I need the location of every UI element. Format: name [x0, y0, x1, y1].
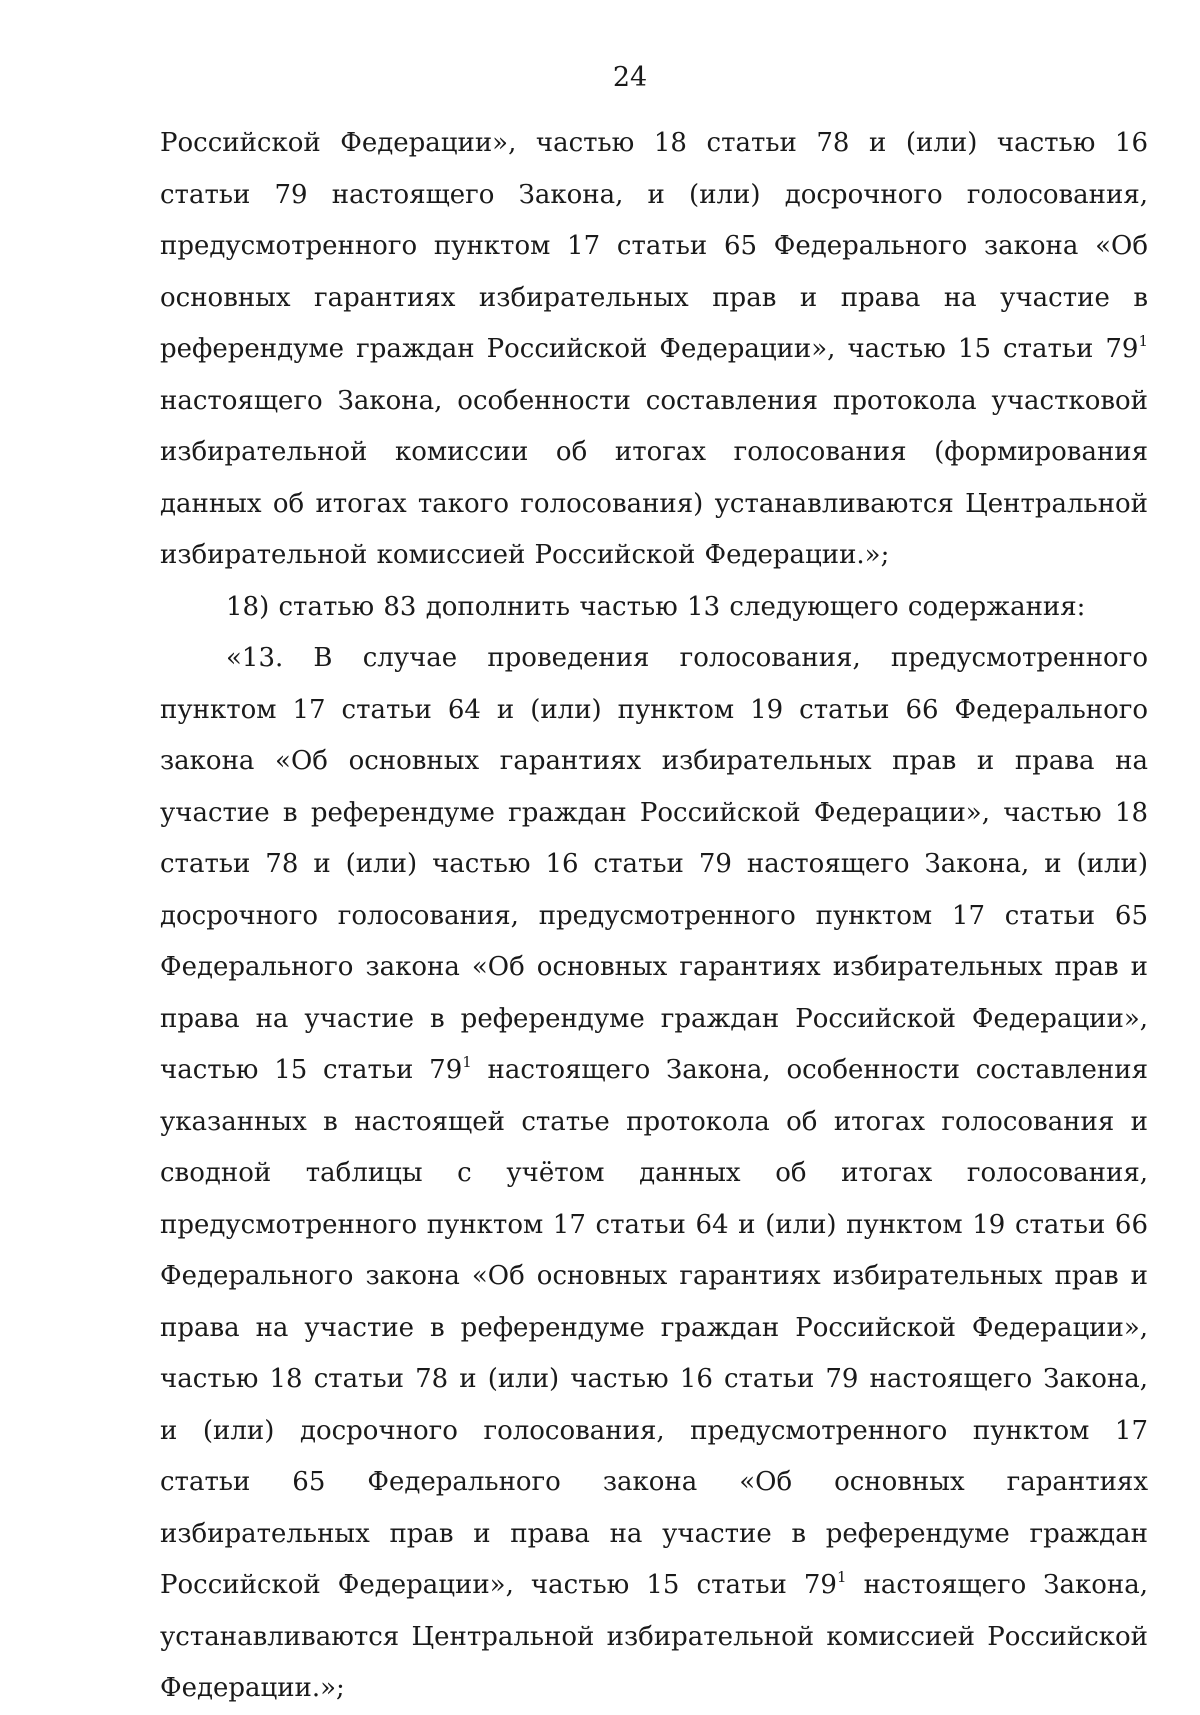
document-body	[160, 118, 1148, 1715]
paragraph-text: настоящего Закона, особенности составления указанных в настоящей статье протокола об итогах голосования и сводной таблицы с учётом данных об итогах голосования, предусмотренного пунктом 17 статьи 64 и (или) пунктом 19 статьи 66 Федерального закона «Об основных гарантиях избирательных прав и права на участие в референдуме граждан Российской Федерации», частью 18 статьи 78 и (или) частью 16 статьи 79 настоящего Закона, и (или) досрочного голосования, предусмотренного пунктом 17 статьи 65 Федерального закона «Об основных гарантиях избирательных прав и права на участие в референдуме граждан Российской Федерации», частью 15 статьи 79	[160, 1055, 1148, 1600]
paragraph-text: настоящего Закона, устанавливаются Центральной избирательной комиссией Российской Федерации.»;	[160, 1570, 1148, 1703]
page-number: 24	[612, 62, 648, 93]
paragraph-text: настоящего Закона, особенности составления протокола участковой избирательной комиссии об итогах голосования (формирования данных об итогах такого голосования) устанавливаются Центральной избирательной комиссией Российской Федерации.»;	[160, 385, 1148, 570]
superscript: 1	[462, 1053, 472, 1071]
superscript: 1	[1138, 332, 1148, 350]
paragraph-continuation	[160, 118, 1148, 582]
paragraph-item-18	[160, 582, 1148, 634]
paragraph-text: 18) статью 83 дополнить частью 13 следующего содержания:	[226, 591, 1086, 622]
paragraph-text: Российской Федерации», частью 18 статьи 78 и (или) частью 16 статьи 79 настоящего Закона, и (или) досрочного голосования, предусмотренного пунктом 17 статьи 65 Федерального закона «Об основных гарантиях избирательных прав и права на участие в референдуме граждан Российской Федерации», частью 15 статьи 79	[160, 128, 1148, 364]
superscript: 1	[836, 1568, 847, 1586]
paragraph-text: «13. В случае проведения голосования, предусмотренного пунктом 17 статьи 64 и (или) пунктом 19 статьи 66 Федерального закона «Об основных гарантиях избирательных прав и права на участие в референдуме граждан Российской Федерации», частью 18 статьи 78 и (или) частью 16 статьи 79 настоящего Закона, и (или) досрочного голосования, предусмотренного пунктом 17 статьи 65 Федерального закона «Об основных гарантиях избирательных прав и права на участие в референдуме граждан Российской Федерации», частью 15 статьи 79	[160, 643, 1148, 1085]
paragraph-part-13	[160, 633, 1148, 1715]
